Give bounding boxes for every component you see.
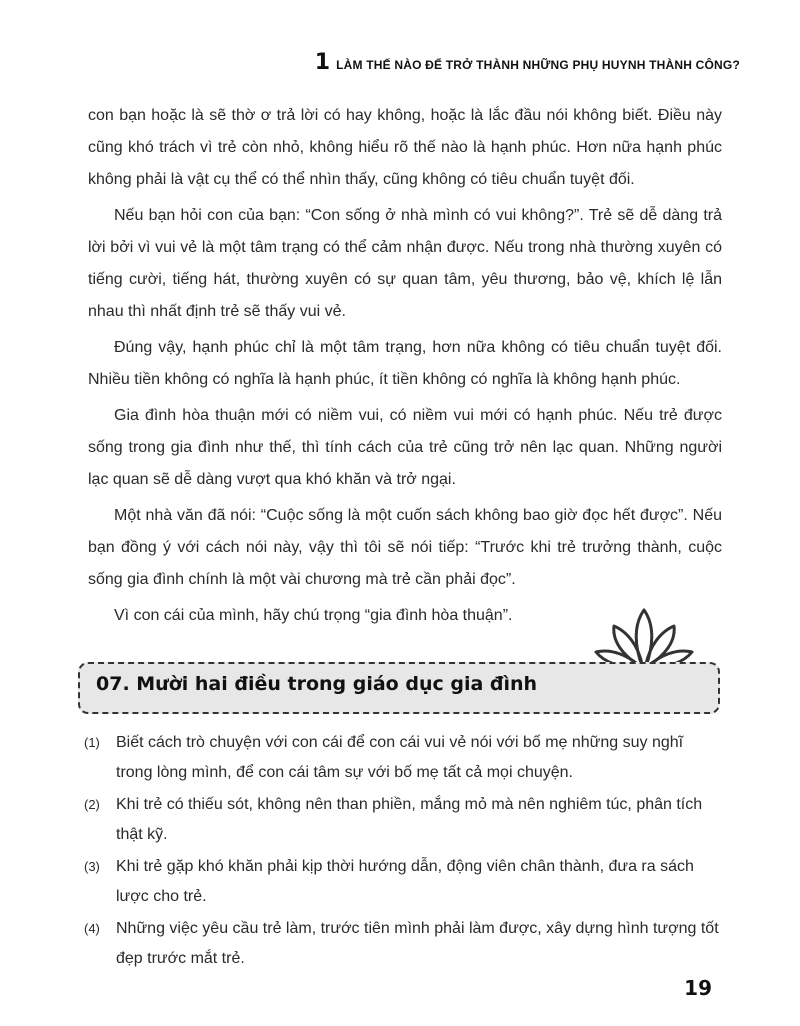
- list-item-number: (2): [84, 797, 100, 812]
- list-item-text: Những việc yêu cầu trẻ làm, trước tiên mình phải làm được, xây dựng hình tượng tốt đẹp trước mắt trẻ.: [116, 920, 719, 967]
- section-title: 07. Mười hai điều trong giáo dục gia đình: [96, 673, 538, 695]
- paragraph: Gia đình hòa thuận mới có niềm vui, có niềm vui mới có hạnh phúc. Nếu trẻ được sống trong gia đình như thế, thì tính cách của trẻ cũng trở nên lạc quan. Những người lạc quan sẽ dễ dàng vượt qua khó khăn và trở ngại.: [88, 407, 722, 488]
- page-number: 19: [684, 976, 712, 1000]
- list-item: [84, 728, 722, 788]
- paragraph: Nếu bạn hỏi con của bạn: “Con sống ở nhà mình có vui không?”. Trẻ sẽ dễ dàng trả lời bởi vì vui vẻ là một tâm trạng có thể cảm nhận được. Nếu trong nhà thường xuyên có tiếng cười, tiếng hát, thường xuyên có sự quan tâm, yêu thương, bảo vệ, khích lệ lẫn nhau thì nhất định trẻ sẽ thấy vui vẻ.: [88, 207, 722, 320]
- list-item-text: Khi trẻ gặp khó khăn phải kịp thời hướng dẫn, động viên chân thành, đưa ra sách lược cho trẻ.: [116, 858, 694, 905]
- list-item-number: (3): [84, 859, 100, 874]
- list-item-number: (4): [84, 921, 100, 936]
- section-heading-box: [78, 662, 720, 714]
- list-item-number: (1): [84, 735, 100, 750]
- paragraph: Vì con cái của mình, hãy chú trọng “gia đình hòa thuận”.: [114, 607, 513, 624]
- paragraph: con bạn hoặc là sẽ thờ ơ trả lời có hay không, hoặc là lắc đầu nói không biết. Điều này cũng khó trách vì trẻ còn nhỏ, không hiểu rõ thế nào là hạnh phúc. Hơn nữa hạnh phúc không phải là vật cụ thể có thể nhìn thấy, cũng không có tiêu chuẩn tuyệt đối.: [88, 107, 722, 188]
- numbered-list: [84, 728, 722, 976]
- paragraph: Một nhà văn đã nói: “Cuộc sống là một cuốn sách không bao giờ đọc hết được”. Nếu bạn đồng ý với cách nói này, vậy thì tôi sẽ nói tiếp: “Trước khi trẻ trưởng thành, cuộc sống gia đình chính là một vài chương mà trẻ cần phải đọc”.: [88, 507, 722, 588]
- chapter-title: LÀM THẾ NÀO ĐỂ TRỞ THÀNH NHỮNG PHỤ HUYNH THÀNH CÔNG?: [336, 58, 740, 72]
- running-header: [315, 50, 740, 75]
- list-item-text: Biết cách trò chuyện với con cái để con cái vui vẻ nói với bố mẹ những suy nghĩ trong lòng mình, để con cái tâm sự với bố mẹ tất cả mọi chuyện.: [116, 734, 684, 781]
- list-item-text: Khi trẻ có thiếu sót, không nên than phiền, mắng mỏ mà nên nghiêm túc, phân tích thật kỹ.: [116, 796, 703, 843]
- list-item: [84, 852, 722, 912]
- list-item: [84, 914, 722, 974]
- list-item: [84, 790, 722, 850]
- body-text: [88, 100, 722, 636]
- chapter-number: 1: [314, 50, 331, 75]
- paragraph: Đúng vậy, hạnh phúc chỉ là một tâm trạng, hơn nữa không có tiêu chuẩn tuyệt đối. Nhiều tiền không có nghĩa là hạnh phúc, ít tiền không có nghĩa là không hạnh phúc.: [88, 339, 722, 388]
